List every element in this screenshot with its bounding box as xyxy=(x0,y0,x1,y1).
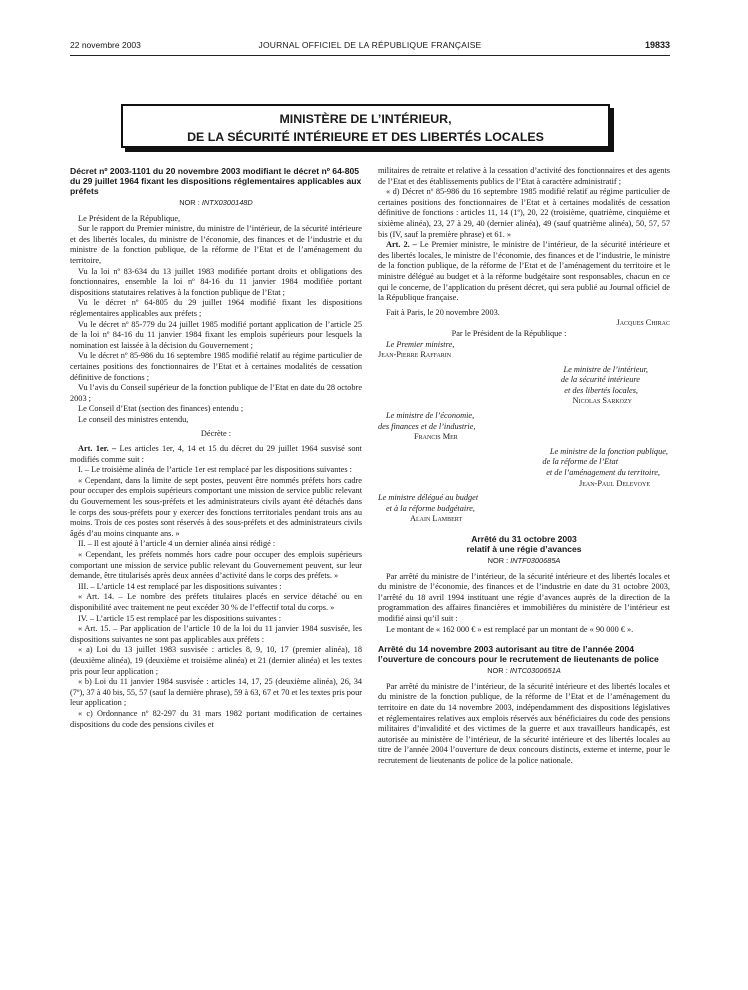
budget-title-2: et à la réforme budgétaire, xyxy=(386,503,475,513)
arrete1-para-2: Le montant de « 162 000 € » est remplacé par un montant de « 90 000 € ». xyxy=(386,624,634,634)
article-1 xyxy=(70,444,362,465)
decree-para-6: Vu l’avis du Conseil supérieur de la fonction publique de l’Etat en date du 28 octobre 2003 ; xyxy=(70,383,362,403)
pm-title: Le Premier ministre, xyxy=(386,339,455,349)
arrete1-nor xyxy=(378,556,670,567)
article-1-label: Art. 1er. – xyxy=(78,444,117,454)
decree-body-4: III. – L’article 14 est remplacé par les dispositions suivantes : xyxy=(78,581,282,591)
decree-para-3: Vu le décret nº 64-805 du 29 juillet 1964 modifié fixant les dispositions réglementaires applicables aux préfets ; xyxy=(70,298,362,318)
arrete1-nor-code: INTF0300685A xyxy=(510,556,561,565)
interior-title-1: Le ministre de l’intérieur, xyxy=(563,364,648,374)
decree-para-5: Vu le décret nº 85-986 du 16 septembre 1985 modifié relatif au régime particulier de certaines positions des fonctionnaires de l’Etat et à certaines modalités de cessation définitive de fonctions ; xyxy=(70,351,362,382)
eco-title-2: des finances et de l’industrie, xyxy=(378,421,476,431)
arrete1-para-1: Par arrêté du ministre de l’intérieur, de la sécurité intérieure et des libertés locales et du ministre de l’économie, des finances et de l’industrie en date du 31 octobre 2003, l’arrêté du 18 avril 1994 instituant une régie d’avances auprès de la direction de la programmation des affaires financières et immobilières du ministère de l’intérieur est modifié ainsi qu’il suit : xyxy=(378,571,670,623)
eco-name: Francis Mer xyxy=(414,432,458,442)
decree-body-7: « Art. 15. – Par application de l’article 10 de la loi du 11 janvier 1984 susvisée, les dispositions suivantes ne sont pas applicables aux préfets : xyxy=(70,624,362,644)
header-rule xyxy=(70,55,670,56)
arrete1-title-line-1: Arrêté du 31 octobre 2003 xyxy=(471,534,577,544)
decree-point-d: « d) Décret nº 85-986 du 16 septembre 1985 modifié relatif au régime particulier de certaines positions des fonctionnaires de l’Etat et à certaines modalités de cessation définitive de fonctions : articles 11, 14 (1º), 20, 22 (troisième, quatrième, cinquième et sixième alinéa), 23, 27 à 29, 40 (dernier alinéa), 49 (sauf quatrième alinéa), 50, 57, 57 bis (IV, sauf la première phrase) et 61. » xyxy=(378,187,670,239)
arrete2-nor-code: INTC0300651A xyxy=(509,666,561,676)
article-2-text: Le Premier ministre, le ministre de l’intérieur, de la sécurité intérieure et des libertés locales, le ministre de l’économie, des finances et de l’industrie, le ministre de la fonction publique, de la réforme de l’Etat et de l’aménagement du territoire et le ministre délégué au budget et à la réforme budgétaire sont responsables, chacun en ce qui le concerne, de l’application du présent décret, qui sera publié au Journal officiel de la République française. xyxy=(378,240,670,303)
page-number: 19833 xyxy=(644,40,670,50)
decree-para-2: Vu la loi nº 83-634 du 13 juillet 1983 modifiée portant droits et obligations des fonctionnaires, ensemble la loi nº 84-16 du 11 janvier 1984 modifiée portant dispositions statutaires relatives à la fonction publique de l’Etat ; xyxy=(70,266,362,297)
decree-body-10: « c) Ordonnance nº 82-297 du 31 mars 1982 portant modification de certaines dispositions du code des pensions civiles et xyxy=(70,708,362,729)
fait-a-paris: Fait à Paris, le 20 novembre 2003. xyxy=(386,307,500,317)
fp-name: Jean-Paul Delevoye xyxy=(579,478,650,488)
fp-title-3: et de l’aménagement du territoire, xyxy=(546,468,660,478)
decree-continuation: militaires de retraite et relative à la cessation d’activité des fonctionnaires et des agents de l’Etat et des établissements publics de l’Etat à caractère administratif ; xyxy=(378,166,670,186)
decree-body-8: « a) Loi du 13 juillet 1983 susvisée : articles 8, 9, 10, 17 (premier alinéa), 18 (deuxième alinéa), 19 (deuxième et troisième alinéa) et 21 (dernier alinéa) et les textes pris pour leur application ; xyxy=(70,645,362,676)
decree-body-0: I. – Le troisième alinéa de l’article 1er est remplacé par les dispositions suivantes : xyxy=(78,465,352,475)
decree-body-2: II. – Il est ajouté à l’article 4 un dernier alinéa ainsi rédigé : xyxy=(78,539,276,549)
decree-body-1: « Cependant, dans la limite de sept postes, peuvent être nommés préfets hors cadre pour occuper des emplois supérieurs comportant une mission de service public relevant du Gouvernement les sous-préfets et les administrateurs civils ayant été détachés dans le corps des sous-préfets pour y exercer des fonctions territoriales pendant trois ans au moins. Trois de ces postes sont réservés à des sous-préfets et des administrateurs civils âgés d’au moins cinquante ans. » xyxy=(70,475,362,538)
journal-title: JOURNAL OFFICIEL DE LA RÉPUBLIQUE FRANÇAISE xyxy=(258,40,482,50)
article-1-text: Les articles 1er, 4, 14 et 15 du décret du 29 juillet 1964 susvisé sont modifiés comme suit : xyxy=(70,444,362,464)
nor-label: NOR : xyxy=(179,198,200,207)
decree-body-3: « Cependant, les préfets nommés hors cadre pour occuper des emplois supérieurs comportant une mission de service public relevant du Gouvernement peuvent, sur leur demande, être titularisés après deux années d’activité dans le corps des préfets. » xyxy=(70,550,362,581)
header-date: 22 novembre 2003 xyxy=(70,40,141,50)
interior-title-2: de la sécurité intérieure xyxy=(560,375,640,385)
decrete-heading: Décrète : xyxy=(200,429,232,439)
fp-title-1: Le ministre de la fonction publique, xyxy=(549,446,668,456)
arrete2-nor xyxy=(378,666,670,677)
arrete2-title: Arrêté du 14 novembre 2003 autorisant au titre de l’année 2004 l’ouverture de concours pour le recrutement de lieutenants de police xyxy=(378,644,659,665)
ministry-heading-box xyxy=(121,104,610,148)
decree-body-9: « b) Loi du 11 janvier 1984 susvisée : articles 14, 17, 25 (deuxième alinéa), 26, 34 (7º), 37 à 40 bis, 55, 57 (sauf la dernière phrase), 59 à 63, 67 et 70 et les textes pris pour leur application ; xyxy=(70,677,362,708)
interior-title-3: et des libertés locales, xyxy=(564,385,638,395)
fp-title-2: de la réforme de l’Etat xyxy=(542,457,618,467)
par-le-president: Par le Président de la République : xyxy=(451,328,567,338)
decree-para-7: Le Conseil d’Etat (section des finances) entendu ; xyxy=(78,404,244,414)
ministry-line-1: MINISTÈRE DE L’INTÉRIEUR, xyxy=(279,112,452,126)
ministry-line-2: DE LA SÉCURITÉ INTÉRIEURE ET DES LIBERTÉS LOCALES xyxy=(187,130,544,144)
decree-para-1: Sur le rapport du Premier ministre, du ministre de l’intérieur, de la sécurité intérieure et des libertés locales, du ministre de l’économie, des finances et de l’industrie et du ministre de la fonction publique, de la réforme de l’Etat et de l’aménagement du territoire, xyxy=(70,224,362,265)
nor-code: INTX0300148D xyxy=(201,198,253,207)
decree-para-0: Le Président de la République, xyxy=(78,213,181,223)
budget-name: Alain Lambert xyxy=(410,514,463,524)
decree-para-4: Vu le décret nº 85-779 du 24 juillet 1985 modifié portant application de l’article 25 de la loi nº 84-16 du 11 janvier 1984 fixant les emplois supérieurs pour lesquels la nomination est laissée à la décision du Gouvernement ; xyxy=(70,319,362,350)
president-name: Jacques Chirac xyxy=(616,318,670,328)
decree-nor xyxy=(70,198,362,209)
right-column xyxy=(378,166,670,767)
pm-name: Jean-Pierre Raffarin xyxy=(378,350,452,360)
arrete1-nor-label: NOR : xyxy=(487,556,509,565)
decree-body-6: IV. – L’article 15 est remplacé par les dispositions suivantes : xyxy=(78,613,282,623)
interior-name: Nicolas Sarkozy xyxy=(572,396,632,406)
arrete1-title-line-2: relatif à une régie d’avances xyxy=(466,544,582,554)
decree-para-8: Le conseil des ministres entendu, xyxy=(78,414,189,424)
decree-body-5: « Art. 14. – Le nombre des préfets titulaires placés en service détaché ou en disponibilité avec traitement ne peut excéder 30 % de l’effectif total du corps. » xyxy=(70,592,362,612)
arrete2-nor-label: NOR : xyxy=(487,666,508,676)
arrete2-para-1: Par arrêté du ministre de l’intérieur, de la sécurité intérieure et des libertés locales et du ministre de la fonction publique, de la réforme de l’Etat et de l’aménagement du territoire en date du 14 novembre 2003, indépendamment des dispositions législatives et réglementaires relatives aux emplois réservés aux bénéficiaires du code des pensions militaires d’invalidité et des victimes de la guerre et aux travailleurs handicapés, est autorisée au ministère de l’intérieur, de la sécurité intérieure et des libertés locales au titre de l’année 2004 l’ouverture de deux concours distincts, externe et interne, pour le recrutement de lieutenants de police de la police nationale. xyxy=(378,681,670,765)
budget-title-1: Le ministre délégué au budget xyxy=(378,493,479,503)
article-2-label: Art. 2. – xyxy=(386,240,417,250)
left-column xyxy=(70,166,362,730)
decree-title: Décret nº 2003-1101 du 20 novembre 2003 modifiant le décret nº 64-805 du 29 juillet 1964 fixant les dispositions réglementaires applicables aux préfets xyxy=(70,166,362,196)
article-2 xyxy=(378,240,670,304)
eco-title-1: Le ministre de l’économie, xyxy=(386,411,475,421)
page-header xyxy=(70,40,670,54)
